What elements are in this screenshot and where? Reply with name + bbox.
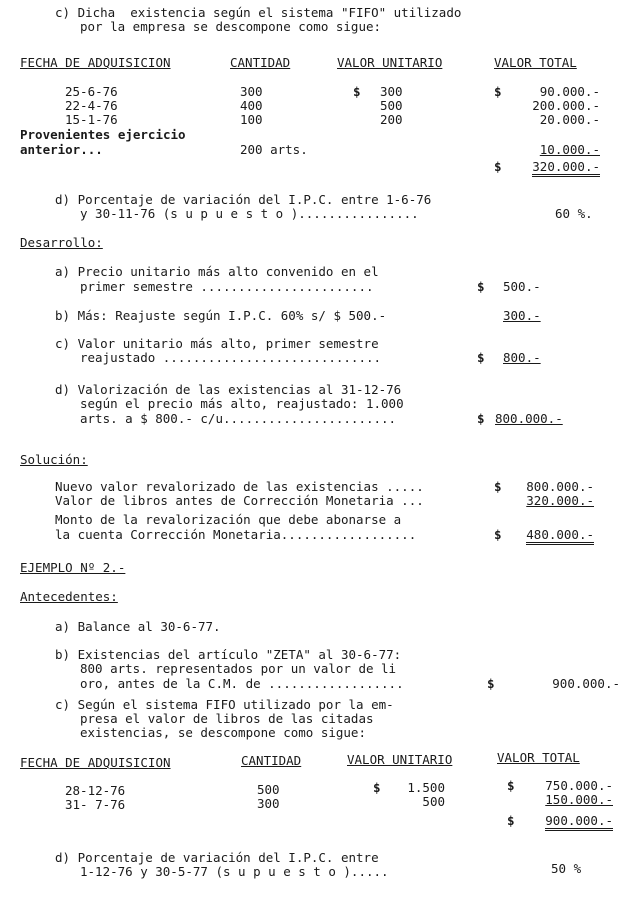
table1-prev-total: 10.000.- bbox=[539, 142, 600, 157]
table1-sum-currency: $ bbox=[494, 159, 502, 174]
table2-row1-cantidad: 500 bbox=[257, 782, 280, 797]
solucion-line2: Valor de libros antes de Corrección Monetaria ... bbox=[55, 493, 424, 508]
ejemplo2-antecedentes: Antecedentes: bbox=[20, 589, 118, 604]
desarrollo-a-value: 500.- bbox=[503, 279, 541, 294]
solucion-line4: la cuenta Corrección Monetaria.................. bbox=[55, 527, 417, 542]
table2-row1-currency: $ bbox=[373, 780, 381, 795]
solucion-title: Solución: bbox=[20, 452, 88, 467]
table2-header-cantidad: CANTIDAD bbox=[241, 753, 302, 768]
table2-row2-cantidad: 300 bbox=[257, 796, 280, 811]
table2-header-unitario: VALOR UNITARIO bbox=[347, 752, 453, 767]
table1-sum-total: 320.000.- bbox=[532, 160, 600, 177]
desarrollo-a-line2: primer semestre ....................... bbox=[80, 279, 374, 294]
table2-row2-fecha: 31- 7-76 bbox=[65, 797, 126, 812]
table1-row3-fecha: 15-1-76 bbox=[65, 112, 118, 127]
table1-prev-cantidad: 200 arts. bbox=[240, 142, 308, 157]
table2-row1-total-currency: $ bbox=[507, 778, 515, 793]
table2-row2-total: 150.000.- bbox=[545, 792, 613, 807]
table1-row2-total: 200.000.- bbox=[532, 98, 600, 113]
part-d-value: 60 %. bbox=[555, 206, 593, 221]
table1-prev-line1: Provenientes ejercicio bbox=[20, 127, 186, 142]
table1-row1-unitario: 300 bbox=[380, 84, 403, 99]
table1-row1-total: 90.000.- bbox=[539, 84, 600, 99]
desarrollo-c-line2: reajustado ............................. bbox=[80, 350, 382, 365]
part-c-line1: c) Dicha existencia según el sistema "FIFO" utilizado bbox=[55, 5, 462, 20]
solucion-line3: Monto de la revalorización que debe abonarse a bbox=[55, 512, 402, 527]
solucion-line1-currency: $ bbox=[494, 479, 502, 494]
table1-row2-unitario: 500 bbox=[380, 98, 403, 113]
table2-row1-total: 750.000.- bbox=[545, 778, 613, 793]
ejemplo2-b-line2: 800 arts. representados por un valor de li bbox=[80, 661, 397, 676]
solucion-line2-value: 320.000.- bbox=[526, 493, 594, 508]
table1-header-total: VALOR TOTAL bbox=[494, 55, 577, 70]
table2-header-total: VALOR TOTAL bbox=[497, 750, 580, 765]
table1-header-fecha: FECHA DE ADQUISICION bbox=[20, 55, 171, 70]
ejemplo2-title: EJEMPLO Nº 2.- bbox=[20, 560, 126, 575]
table2-sum-total: 900.000.- bbox=[545, 814, 613, 831]
ejemplo2-b-value: 900.000.- bbox=[552, 676, 620, 691]
ejemplo2-b-line3: oro, antes de la C.M. de .................. bbox=[80, 676, 404, 691]
solucion-line1-value: 800.000.- bbox=[526, 479, 594, 494]
table1-row1-fecha: 25-6-76 bbox=[65, 84, 118, 99]
table2-header-fecha: FECHA DE ADQUISICION bbox=[20, 755, 171, 770]
part-d2-line2: 1-12-76 y 30-5-77 (s u p u e s t o )..... bbox=[80, 864, 389, 879]
ejemplo2-b-currency: $ bbox=[487, 676, 495, 691]
table1-row1-currency: $ bbox=[353, 84, 361, 99]
desarrollo-c-line1: c) Valor unitario más alto, primer semestre bbox=[55, 336, 379, 351]
part-d2-line1: d) Porcentaje de variación del I.P.C. entre bbox=[55, 850, 379, 865]
part-d-line2: y 30-11-76 (s u p u e s t o )................ bbox=[80, 206, 419, 221]
table1-row3-cantidad: 100 bbox=[240, 112, 263, 127]
desarrollo-d-line1: d) Valorización de las existencias al 31-12-76 bbox=[55, 382, 402, 397]
desarrollo-a-line1: a) Precio unitario más alto convenido en el bbox=[55, 264, 379, 279]
ejemplo2-c-line3: existencias, se descompone como sigue: bbox=[80, 725, 366, 740]
ejemplo2-b-line1: b) Existencias del artículo "ZETA" al 30-6-77: bbox=[55, 647, 402, 662]
desarrollo-d-value: 800.000.- bbox=[495, 411, 563, 426]
desarrollo-b-value: 300.- bbox=[503, 308, 541, 323]
desarrollo-a-currency: $ bbox=[477, 279, 485, 294]
ejemplo2-c-line2: presa el valor de libros de las citadas bbox=[80, 711, 374, 726]
table2-sum-currency: $ bbox=[507, 813, 515, 828]
desarrollo-c-value: 800.- bbox=[503, 350, 541, 365]
desarrollo-title: Desarrollo: bbox=[20, 235, 103, 250]
solucion-line4-currency: $ bbox=[494, 527, 502, 542]
table1-row2-cantidad: 400 bbox=[240, 98, 263, 113]
table1-row3-total: 20.000.- bbox=[539, 112, 600, 127]
table1-header-unitario: VALOR UNITARIO bbox=[337, 55, 443, 70]
table1-row1-cantidad: 300 bbox=[240, 84, 263, 99]
solucion-line4-value: 480.000.- bbox=[526, 528, 594, 545]
desarrollo-d-line2: según el precio más alto, reajustado: 1.000 bbox=[80, 396, 404, 411]
part-d-line1: d) Porcentaje de variación del I.P.C. entre 1-6-76 bbox=[55, 192, 432, 207]
table2-row1-fecha: 28-12-76 bbox=[65, 783, 126, 798]
table1-row1-total-currency: $ bbox=[494, 84, 502, 99]
part-d2-value: 50 % bbox=[551, 861, 582, 876]
ejemplo2-c-line1: c) Según el sistema FIFO utilizado por la em- bbox=[55, 697, 394, 712]
desarrollo-b-line: b) Más: Reajuste según I.P.C. 60% s/ $ 500.- bbox=[55, 308, 387, 323]
ejemplo2-a-line: a) Balance al 30-6-77. bbox=[55, 619, 221, 634]
solucion-line1: Nuevo valor revalorizado de las existencias ..... bbox=[55, 479, 424, 494]
desarrollo-c-currency: $ bbox=[477, 350, 485, 365]
table1-row2-fecha: 22-4-76 bbox=[65, 98, 118, 113]
desarrollo-d-line3: arts. a $ 800.- c/u....................... bbox=[80, 411, 397, 426]
table1-prev-line2: anterior... bbox=[20, 142, 103, 157]
desarrollo-d-currency: $ bbox=[477, 411, 485, 426]
table2-row1-unitario: 1.500 bbox=[407, 780, 445, 795]
table1-row3-unitario: 200 bbox=[380, 112, 403, 127]
part-c-line2: por la empresa se descompone como sigue: bbox=[80, 19, 382, 34]
table1-header-cantidad: CANTIDAD bbox=[230, 55, 291, 70]
table2-row2-unitario: 500 bbox=[422, 794, 445, 809]
